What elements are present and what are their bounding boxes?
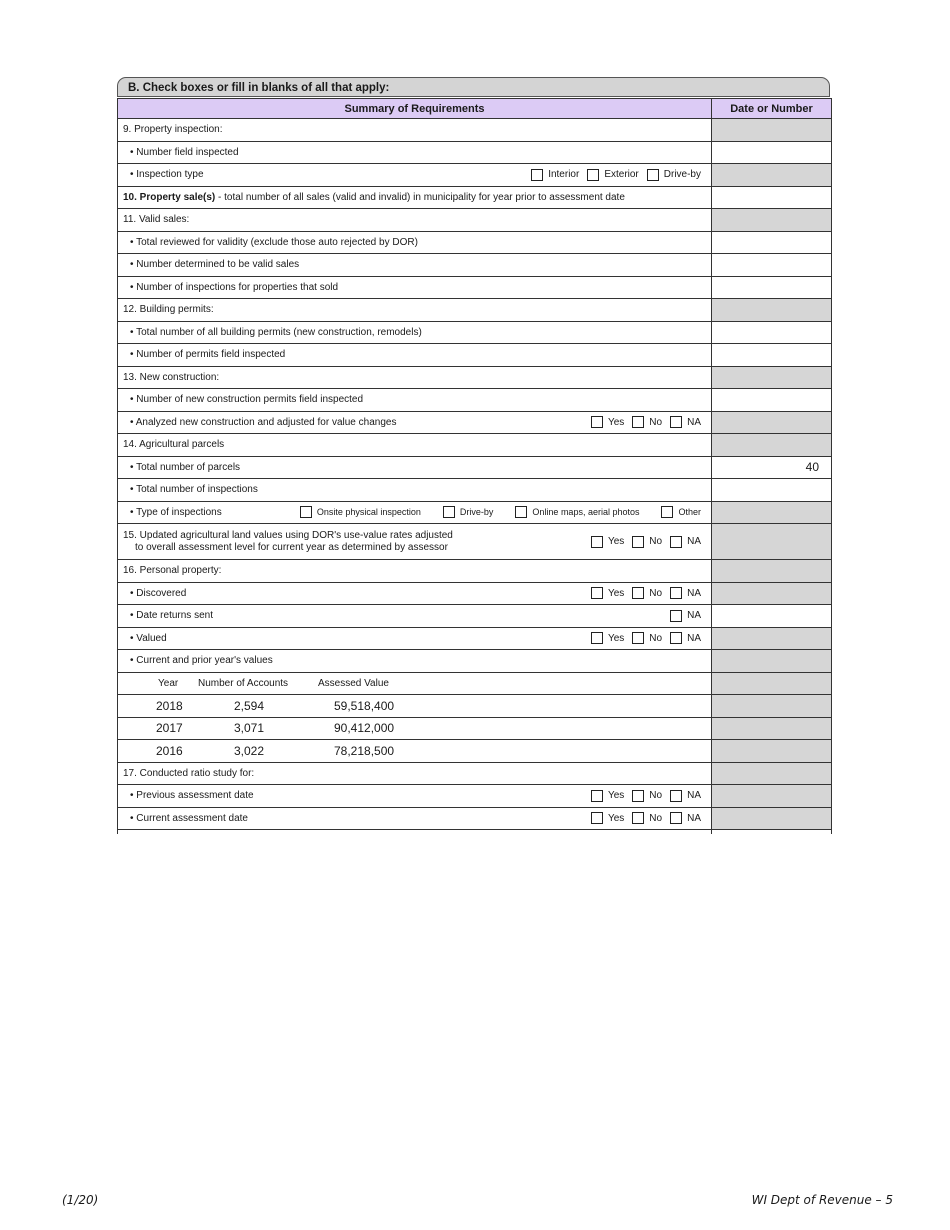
row-label: • Number of inspections for properties that sold [130,281,339,293]
total-inspections-input[interactable] [712,479,832,502]
no-label: No [649,790,663,802]
table-tail [118,830,712,835]
row-label [118,530,453,554]
section-b-header: B. Check boxes or fill in blanks of all that apply: [117,77,830,97]
footer-revision: (1/20) [62,1193,99,1207]
exterior-label: Exterior [604,169,639,181]
yes-label: Yes [607,587,625,599]
pp-value: 90,412,000 [334,721,395,736]
exterior-checkbox[interactable] [587,169,599,181]
row-label: • Previous assessment date [130,790,254,802]
table-row [118,650,832,673]
table-row [118,164,832,187]
value-cell [712,582,832,605]
table-row [118,321,832,344]
table-tail [712,830,832,835]
building-permits-input[interactable] [712,321,832,344]
footer-page: WI Dept of Revenue – 5 [751,1193,893,1207]
row-label: • Inspection type [130,169,204,181]
pp-accounts: 2,594 [234,698,265,713]
value-cell [712,119,832,142]
yes-checkbox[interactable] [591,632,603,644]
row-label [118,192,625,203]
interior-label: Interior [548,169,580,181]
pp-header-accounts: Number of Accounts [198,677,289,689]
value-cell [712,209,832,232]
na-checkbox[interactable] [670,536,682,548]
value-cell [712,740,832,763]
value-cell [712,366,832,389]
table-row [118,411,832,434]
table-row [118,434,832,457]
value-cell [712,524,832,560]
row-label: • Current assessment date [130,812,248,824]
yes-checkbox[interactable] [591,536,603,548]
no-label: No [649,416,663,428]
online-maps-label: Online maps, aerial photos [532,507,640,518]
table-row [118,605,832,628]
na-label: NA [687,536,701,547]
yes-label: Yes [607,790,625,802]
value-cell [712,411,832,434]
row-label-line2: to overall assessment level for current year as determined by assessor [135,541,448,553]
table-row [118,717,832,740]
row-label: • Number determined to be valid sales [130,259,300,271]
table-row [118,119,832,142]
yes-checkbox[interactable] [591,790,603,802]
value-cell [712,650,832,673]
na-label: NA [687,416,701,428]
row-label: 13. New construction: [123,371,220,383]
table-row [118,762,832,785]
no-label: No [649,587,663,599]
row-label: 16. Personal property: [123,565,222,577]
table-row [118,141,832,164]
table-row [118,807,832,830]
row-label: 9. Property inspection: [123,124,223,136]
online-maps-checkbox[interactable] [515,506,527,518]
pp-year: 2018 [156,698,183,713]
no-checkbox[interactable] [632,416,644,428]
na-label: NA [687,610,701,622]
value-cell [712,785,832,808]
na-checkbox[interactable] [670,416,682,428]
onsite-label: Onsite physical inspection [316,507,421,518]
row-label: 11. Valid sales: [123,214,190,226]
table-row [118,389,832,412]
table-row [118,830,832,835]
row-label: • Number field inspected [130,146,239,158]
pp-value: 59,518,400 [334,698,395,713]
header-date-or-number: Date or Number [712,99,832,119]
value-cell [712,672,832,695]
row-label: • Number of new construction permits field inspected [130,394,364,406]
other-checkbox[interactable] [661,506,673,518]
na-label: NA [687,632,701,644]
sold-inspections-input[interactable] [712,276,832,299]
value-cell [712,560,832,583]
number-field-inspected-input[interactable] [712,141,832,164]
value-cell [712,717,832,740]
no-checkbox[interactable] [632,790,644,802]
table-row [118,231,832,254]
value-cell [712,299,832,322]
no-checkbox[interactable] [632,536,644,548]
onsite-checkbox[interactable] [300,506,312,518]
row-label: 14. Agricultural parcels [123,439,225,451]
table-row [118,186,832,209]
table-row [118,560,832,583]
row-label: • Total number of all building permits (new construction, remodels) [130,326,422,338]
na-checkbox[interactable] [670,610,682,622]
no-checkbox[interactable] [632,632,644,644]
yes-checkbox[interactable] [591,812,603,824]
table-header-row [118,99,832,119]
permits-inspected-input[interactable] [712,344,832,367]
table-row [118,524,832,560]
table-row [118,209,832,232]
value-cell [712,434,832,457]
value-cell [712,164,832,187]
value-cell [712,807,832,830]
value-cell [712,627,832,650]
row-label: • Analyzed new construction and adjusted for value changes [130,416,397,428]
table-row [118,672,832,695]
table-row [118,276,832,299]
valid-sales-input[interactable] [712,254,832,277]
row-label-rest: - total number of all sales (valid and invalid) in municipality for year prior to assessment date [215,191,625,203]
total-reviewed-input[interactable] [712,231,832,254]
pp-header-year: Year [158,677,179,689]
yes-label: Yes [607,416,625,428]
pp-accounts: 3,022 [234,743,265,758]
table-row [118,740,832,763]
pp-accounts: 3,071 [234,721,265,736]
table-row [118,501,832,524]
na-label: NA [687,812,701,824]
yes-label: Yes [607,536,625,547]
no-label: No [649,632,663,644]
table-row [118,456,832,479]
driveby-ag-checkbox[interactable] [443,506,455,518]
row-label: • Valued [130,632,167,644]
property-sales-input[interactable] [712,186,832,209]
interior-checkbox[interactable] [531,169,543,181]
pp-year: 2016 [156,743,183,758]
row-label: • Total number of inspections [130,484,258,496]
row-label-bold: 10. Property sale(s) [123,191,216,203]
row-label-line1: 15. Updated agricultural land values using DOR's use-value rates adjusted [123,529,453,541]
pp-year: 2017 [156,721,183,736]
na-label: NA [687,790,701,802]
yes-label: Yes [607,812,625,824]
table-row [118,366,832,389]
na-checkbox[interactable] [670,812,682,824]
row-label: • Discovered [130,587,187,599]
table-row [118,582,832,605]
na-checkbox[interactable] [670,587,682,599]
table-row [118,785,832,808]
row-label: • Type of inspections [130,506,222,518]
yes-checkbox[interactable] [591,416,603,428]
row-label: • Date returns sent [130,610,213,622]
value-cell [712,501,832,524]
table-row [118,695,832,718]
pp-header-value: Assessed Value [318,677,389,689]
driveby-label: Drive-by [663,169,701,181]
row-label: 12. Building permits: [123,304,214,316]
row-label: 17. Conducted ratio study for: [123,767,255,779]
date-returns-sent-input[interactable] [712,605,832,628]
no-checkbox[interactable] [632,587,644,599]
value-cell [712,762,832,785]
value-cell [712,695,832,718]
table-row [118,344,832,367]
no-label: No [649,536,663,547]
new-construction-input[interactable] [712,389,832,412]
row-label: • Total reviewed for validity (exclude those auto rejected by DOR) [130,236,418,248]
row-label: • Number of permits field inspected [130,349,286,361]
header-summary: Summary of Requirements [118,99,712,119]
table-row [118,254,832,277]
yes-checkbox[interactable] [591,587,603,599]
table-row [118,299,832,322]
driveby-checkbox[interactable] [647,169,659,181]
total-parcels-input[interactable]: 40 [712,456,832,479]
na-checkbox[interactable] [670,632,682,644]
no-checkbox[interactable] [632,812,644,824]
yes-label: Yes [607,632,625,644]
na-label: NA [687,587,701,599]
row-label: • Current and prior year's values [130,655,273,667]
no-label: No [649,812,663,824]
driveby-ag-label: Drive-by [459,507,494,518]
row-label: • Total number of parcels [130,461,241,473]
requirements-table [117,98,832,834]
table-row [118,627,832,650]
pp-value: 78,218,500 [334,743,395,758]
table-row [118,479,832,502]
na-checkbox[interactable] [670,790,682,802]
other-label: Other [678,507,701,518]
